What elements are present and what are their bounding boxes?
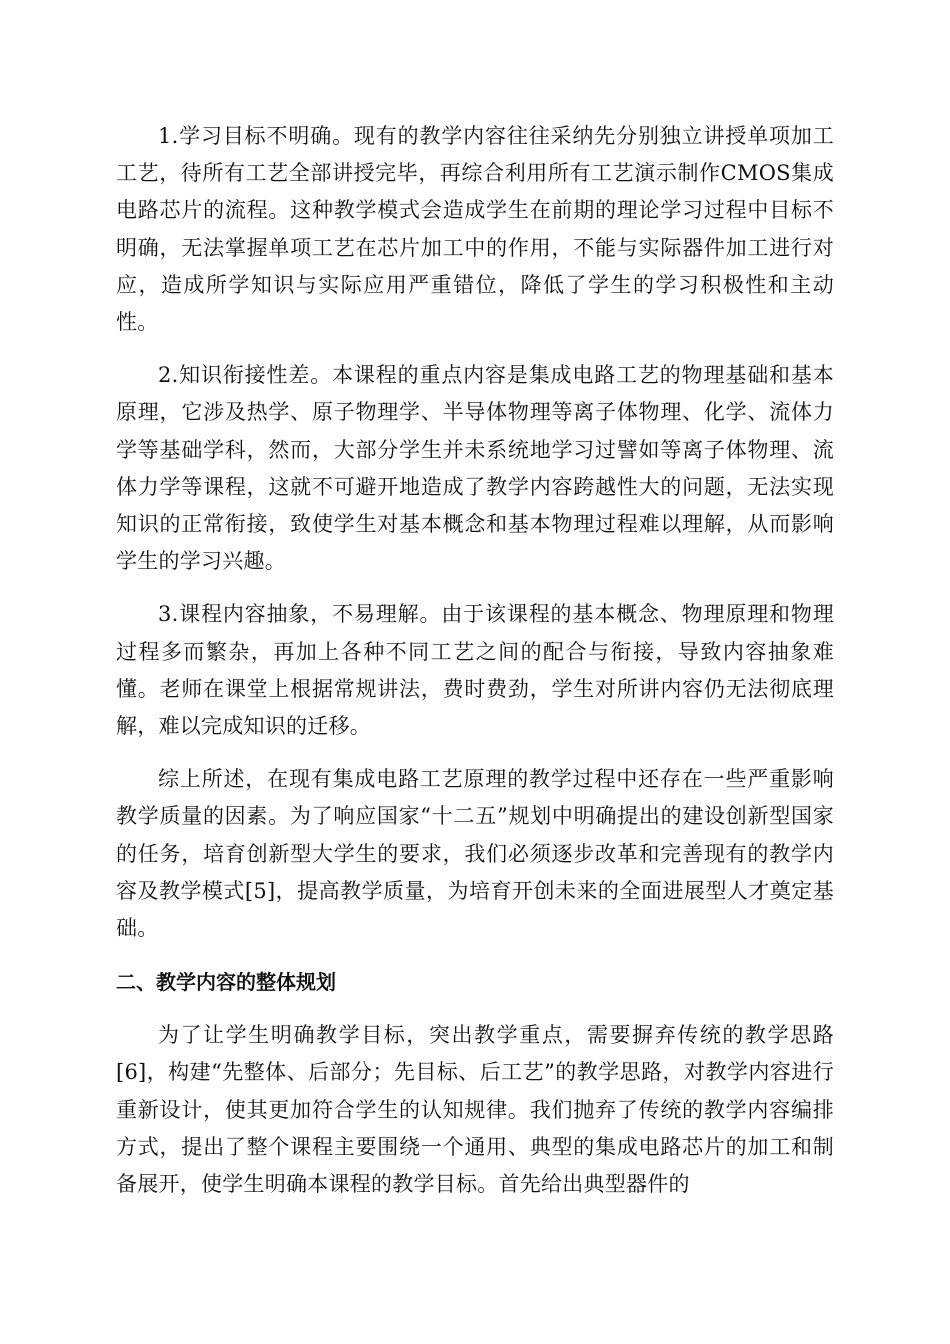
paragraph-planning: 为了让学生明确教学目标，突出教学重点，需要摒弃传统的教学思路[6]，构建“先整体、后部分；先目标、后工艺”的教学思路，对教学内容进行重新设计，使其更加符合学生的认知规律。我们抛弃了传统的教学内容编排方式，提出了整个课程主要围绕一个通用、典型的集成电路芯片的加工和制备展开，使学生明确本课程的教学目标。首先给出典型器件的 <box>116 1023 834 1197</box>
paragraph-learning-goals: 1.学习目标不明确。现有的教学内容往往采纳先分别独立讲授单项加工工艺，待所有工艺全部讲授完毕，再综合利用所有工艺演示制作CMOS集成电路芯片的流程。这种教学模式会造成学生在前期的理论学习过程中目标不明确，无法掌握单项工艺在芯片加工中的作用，不能与实际器件加工进行对应，造成所学知识与实际应用严重错位，降低了学生的学习积极性和主动性。 <box>116 124 834 335</box>
paragraph-abstract-content: 3.课程内容抽象，不易理解。由于该课程的基本概念、物理原理和物理过程多而繁杂，再加上各种不同工艺之间的配合与衔接，导致内容抽象难懂。老师在课堂上根据常规讲法，费时费劲，学生对所讲内容仍无法彻底理解，难以完成知识的迁移。 <box>116 602 834 739</box>
paragraph-summary: 综上所述，在现有集成电路工艺原理的教学过程中还存在一些严重影响教学质量的因素。为了响应国家“十二五”规划中明确提出的建设创新型国家的任务，培育创新型大学生的要求，我们必须逐步改革和完善现有的教学内容及教学模式[5]，提高教学质量，为培育开创未来的全面进展型人才奠定基础。 <box>116 767 834 941</box>
document-page <box>116 118 834 1219</box>
section-heading: 二、教学内容的整体规划 <box>116 970 336 995</box>
paragraph-knowledge-connection: 2.知识衔接性差。本课程的重点内容是集成电路工艺的物理基础和基本原理，它涉及热学、原子物理学、半导体物理等离子体物理、化学、流体力学等基础学科，然而，大部分学生并未系统地学习过譬如等离子体物理、流体力学等课程，这就不可避开地造成了教学内容跨越性大的问题，无法实现知识的正常衔接，致使学生对基本概念和基本物理过程难以理解，从而影响学生的学习兴趣。 <box>116 363 834 574</box>
